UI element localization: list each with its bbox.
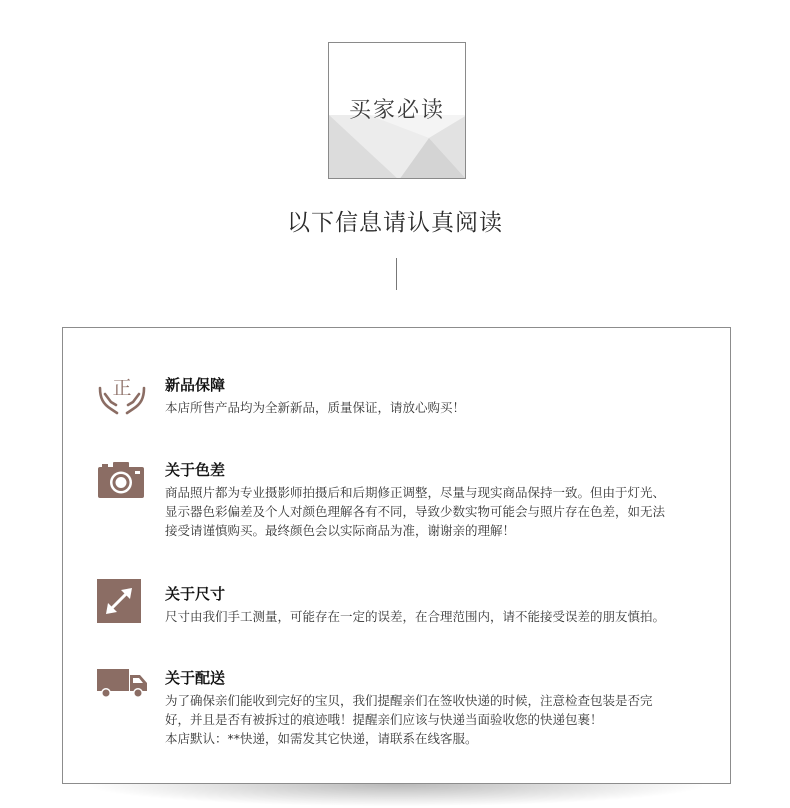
logo-text: 买家必读 [348, 98, 445, 123]
item-text [165, 398, 695, 417]
item-text-line: 显示器色彩偏差及个人对颜色理解各有不同，导致少数实物可能会与照片存在色差，如无法 [165, 504, 666, 519]
item-text-line: 好，并且是否有被拆过的痕迹哦！提醒亲们应该与快递当面验收您的快递包裹！ [165, 712, 603, 727]
item-text-line: 尺寸由我们手工测量，可能存在一定的误差，在合理范围内，请不能接受误差的朋友慎拍。 [165, 609, 666, 624]
hands-zheng-icon [97, 372, 147, 420]
item-text-line: 本店所售产品均为全新新品，质量保证，请放心购买！ [165, 400, 466, 415]
divider-line [396, 258, 397, 290]
item-text [165, 691, 695, 748]
item-text-line: 本店默认：**快递，如需发其它快递，请联系在线客服。 [165, 731, 478, 746]
zheng-char: 正 [112, 377, 132, 399]
item-title: 关于配送 [165, 669, 226, 687]
resize-arrow-icon [97, 579, 141, 627]
item-text-line: 为了确保亲们能收到完好的宝贝，我们提醒亲们在签收快递的时候，注意检查包装是否完 [165, 693, 653, 708]
item-text-line: 接受请谨慎购买。最终颜色会以实际商品为准，谢谢亲的理解！ [165, 523, 516, 538]
item-title: 新品保障 [165, 376, 226, 394]
camera-icon [97, 461, 145, 503]
item-text [165, 483, 695, 540]
item-title: 关于尺寸 [165, 585, 226, 603]
item-text-line: 商品照片都为专业摄影师拍摄后和后期修正调整，尽量与现实商品保持一致。但由于灯光、 [165, 485, 666, 500]
page-subtitle: 以下信息请认真阅读 [287, 210, 503, 236]
truck-icon [97, 669, 147, 703]
item-text [165, 607, 695, 626]
panel-shadow [90, 784, 702, 806]
item-title: 关于色差 [165, 461, 226, 479]
logo-box [328, 42, 466, 179]
info-panel [62, 327, 731, 784]
